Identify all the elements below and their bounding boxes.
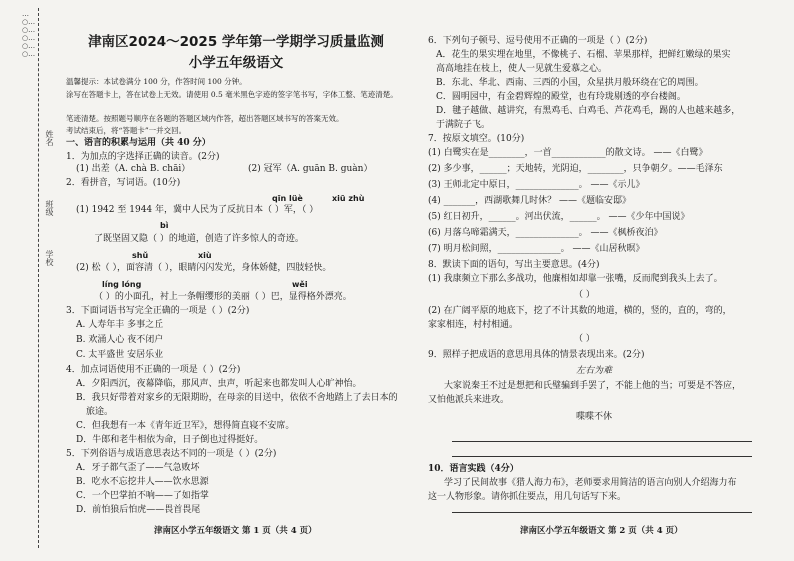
question-5-c: C．一个巴掌拍不响——了如指掌	[76, 491, 209, 501]
question-4-b-cont: 旅途。	[86, 407, 114, 417]
question-8-1-answer[interactable]: （ ）	[574, 290, 595, 300]
question-7-6: (6) 月落乌啼霜满天，______________。 ——《枫桥夜泊》	[428, 228, 663, 238]
question-8-2-answer[interactable]: （ ）	[574, 334, 595, 344]
exam-subtitle: 小学五年级语文	[188, 55, 284, 71]
question-4-d: D．牛郎和老牛相依为命，日子倒也过得挺好。	[76, 435, 264, 445]
question-9-target-idiom: 喋喋不休	[575, 412, 612, 422]
answer-line[interactable]	[452, 512, 752, 513]
question-2: 2．看拼音，写词语。(10分)	[66, 178, 181, 188]
question-3: 3．下面词语书写完全正确的一项是（ ）(2分)	[66, 306, 250, 316]
question-7-2: (2) 多少事，______；天地转，光阴迫，________，只争朝夕。——毛泽东	[428, 164, 723, 174]
question-7-1: (1) 白鹭实在是________，一首____________的散文诗。 ——《白鹭》	[428, 148, 708, 158]
question-7-4: (4) _______，西湖歌舞几时休？ ——《题临安邸》	[428, 196, 631, 206]
question-4-c: C．但我想有一本《青年近卫军》，想得简直寝不安席。	[76, 421, 295, 431]
margin-field-name: 姓名	[45, 130, 54, 146]
margin-field-class: 班级	[45, 200, 54, 216]
answer-line[interactable]	[452, 456, 752, 457]
question-3-c: C. 太平盛世 安居乐业	[76, 350, 164, 360]
question-1-b: (2) 冠军（A. guān B. guàn）	[248, 164, 373, 174]
question-8: 8．默读下面的语句，写出主要意思。(4分)	[428, 260, 600, 270]
question-4-a: A．夕阳西沉，夜幕降临，那风声、虫声，听起来也都发叫人心旷神怡。	[76, 379, 362, 389]
question-5-b: B．吃水不忘挖井人——饮水思源	[76, 477, 209, 487]
question-2-line-2: 了既坚固又隐（ ）的地道，创造了许多惊人的奇迹。	[94, 234, 304, 244]
question-6: 6．下列句子顿号、逗号使用不正确的一项是（ ）(2分)	[428, 36, 648, 46]
page-two	[424, 0, 776, 561]
margin-field-school: 学校	[45, 250, 54, 266]
question-9: 9．照样子把成语的意思用具体的情景表现出来。(2分)	[428, 350, 645, 360]
question-7-5: (5) 红日初升，______。河出伏流，______。 ——《少年中国说》	[428, 212, 690, 222]
question-3-b: B. 欢涌人心 夜不闭户	[76, 335, 164, 345]
question-4: 4．加点词语使用不正确的一项是（ ）(2分)	[66, 365, 241, 375]
notice-head: 温馨提示：本试卷满分 100 分，作答时间 100 分钟。	[66, 77, 247, 86]
pinyin-qinlue: qīn lüè	[272, 194, 303, 203]
question-4-b: B．我只好带着对家乡的无限期盼，在母亲的目送中，依依不舍地踏上了去日本的	[76, 393, 398, 403]
question-8-1: (1) 我康频立下那么多战功，他廉相如却靠一张嘴，反而爬到我头上去了。	[428, 274, 723, 284]
question-7: 7．按原文填空。(10分)	[428, 134, 525, 144]
answer-line[interactable]	[452, 441, 752, 442]
question-9-example-idiom: 左右为难	[575, 366, 612, 376]
page-1-footer: 津南区小学五年级语文 第 1 页（共 4 页）	[154, 526, 317, 536]
question-7-3: (3) 王师北定中原日，______________。 ——《示儿》	[428, 180, 645, 190]
pinyin-xiuzhu: xiū zhù	[332, 194, 365, 203]
page-one	[58, 0, 404, 561]
question-8-2-b: 家家相连，村村相通。	[428, 320, 519, 330]
question-6-a-2: 高高地挂在枝上，使人一见就生爱慕之心。	[436, 64, 608, 74]
question-10-line-2: 这一人物形象。请你抓住要点，用几句话写下来。	[428, 492, 627, 502]
binding-margin	[0, 0, 52, 561]
question-6-d-1: D．毽子越做、越讲究，有黑鸡毛、白鸡毛、芦花鸡毛，踢的人也越来越多，	[436, 106, 741, 116]
question-9-example-line-1: 大家说秦王不过是想把和氏璧骗到手罢了，不能上他的当；可要是不答应，	[444, 381, 742, 391]
question-6-b: B．东北、华北、西南、三西的小国，众星拱月般环绕在它的周围。	[436, 78, 704, 88]
question-9-example-line-2: 又怕他派兵来进攻。	[428, 395, 510, 405]
question-2-line-3: (2) 松（ ），面容清（ ），眼睛闪闪发光，身体娇健，四肢轻快。	[76, 263, 332, 273]
question-6-c: C．圆明园中，有金碧辉煌的殿堂，也有玲珑剔透的亭台楼阁。	[436, 92, 686, 102]
question-1: 1．为加点的字选择正确的读音。(2分)	[66, 152, 220, 162]
notice-body-2: 笔迹清楚。按照题号顺序在各题的答题区域内作答，超出答题区域书写的答案无效。	[66, 114, 344, 123]
question-1-a: (1) 出差（A. chà B. chāi）	[76, 164, 191, 174]
pinyin-bi: bì	[160, 221, 169, 230]
exam-title: 津南区2024～2025 学年第一学期学习质量监测	[88, 34, 384, 50]
pinyin-shu: shǔ	[132, 251, 149, 260]
question-5-d: D．前怕狼后怕虎——畏首畏尾	[76, 505, 201, 515]
question-2-line-4: （ ）的小面孔，衬上一条帽缨形的美丽（ ）巴，显得格外漂亮。	[94, 292, 352, 302]
question-7-7: (7) 明月松间照，______________。 ——《山居秋暝》	[428, 244, 645, 254]
question-2-line-1: (1) 1942 至 1944 年，冀中人民为了反抗日本（ ）军，（ ）	[76, 205, 319, 215]
section-1-heading: 一、语言的积累与运用（共 40 分）	[66, 138, 211, 148]
notice-body-1: 涂写在答题卡上，答在试卷上无效。请使用 0.5 毫米黑色字迹的签字笔书写，字体工整、笔迹清楚。	[66, 90, 398, 99]
question-8-2-a: (2) 在广阔平原的地底下，挖了不计其数的地道，横的，竖的，直的，弯的，	[428, 306, 732, 316]
question-5: 5．下列俗语与成语意思表达不同的一项是（ ）(2分)	[66, 449, 277, 459]
pinyin-linglong: líng lóng	[102, 280, 142, 289]
pinyin-wei: wěi	[292, 280, 308, 289]
question-10-line-1: 学习了民间故事《猎人海力布》，老师要求用简洁的语言向别人介绍海力布	[444, 478, 737, 488]
pinyin-xiu: xiù	[198, 251, 212, 260]
notice-body-3: 考试结束后，将“答题卡”一并交回。	[66, 126, 187, 135]
question-3-a: A. 人寿年丰 多事之丘	[76, 320, 164, 330]
question-5-a: A．牙子都气歪了——气急败坏	[76, 463, 200, 473]
question-6-d-2: 于满院子飞。	[436, 120, 491, 130]
margin-notes: …○…○…○…○…○…	[22, 10, 36, 58]
question-10: 10．语言实践（4分）	[428, 464, 519, 474]
page-2-footer: 津南区小学五年级语文 第 2 页（共 4 页）	[520, 526, 683, 536]
binding-line	[38, 8, 39, 548]
question-6-a-1: A．花生的果实埋在地里，不像桃子、石榴、苹果那样，把鲜红嫩绿的果实	[436, 50, 731, 60]
